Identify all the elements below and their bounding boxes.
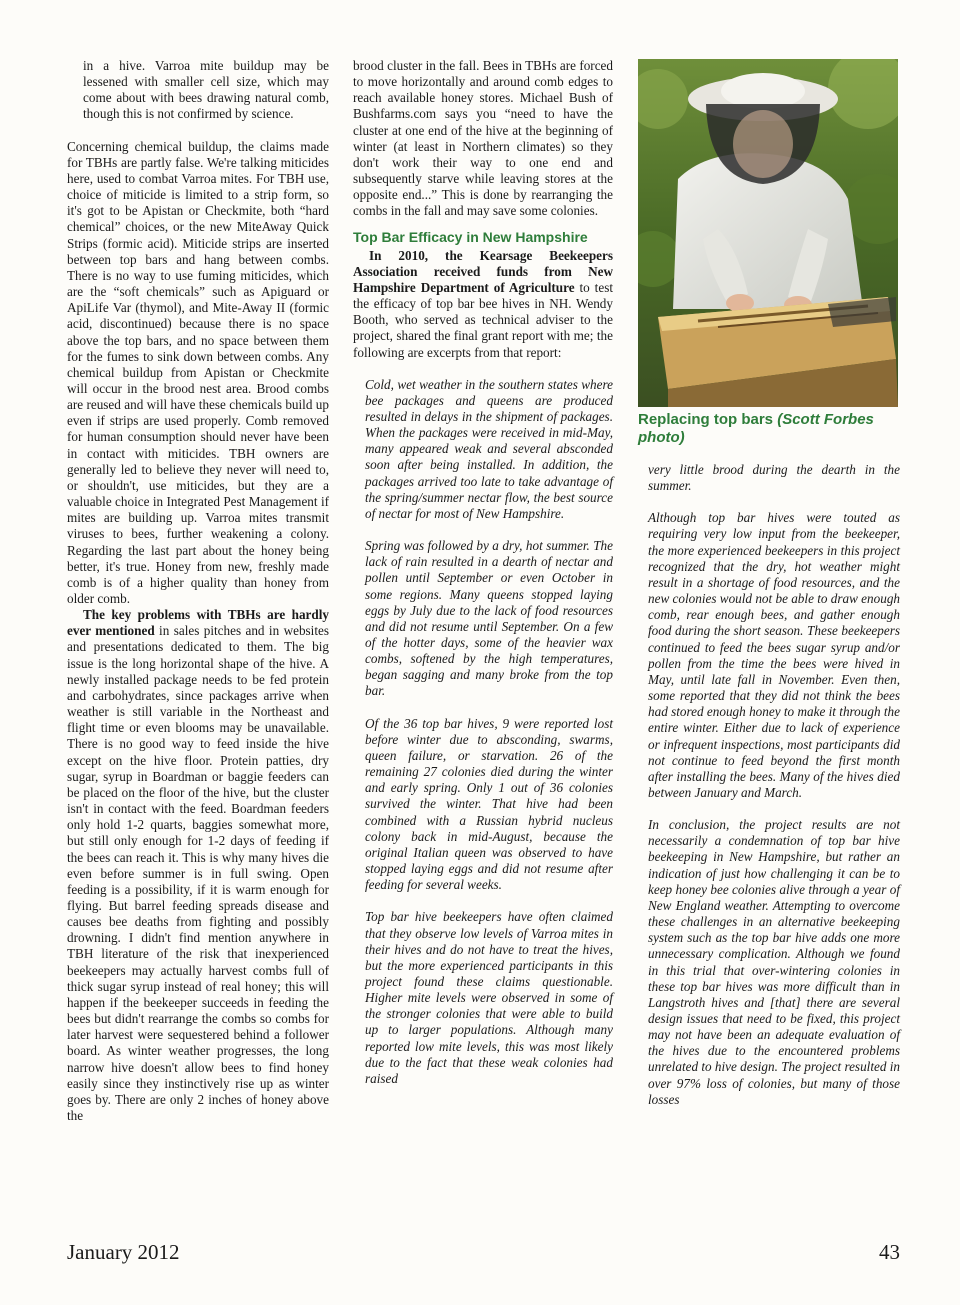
column-1 — [67, 58, 329, 1124]
paragraph: brood cluster in the fall. Bees in TBHs are forced to move horizontally and around comb edges to reach available honey stores. Michael Bush of Bushfarms.com says you “need to have the cluster at one end of the hive at the beginning of winter (at least in Northern climates) so they don't work their way to one end and subsequently starve while leaving stores at the opposite end...” This is done by rearranging the combs in the fall and may save some colonies. — [353, 58, 613, 219]
beekeeper-photo-illustration — [638, 59, 898, 407]
quote-paragraph: Of the 36 top bar hives, 9 were reported lost before winter due to absconding, swarms, queen failure, or starvation. 26 of the remaining 27 colonies died during the winter and early spring. Only 1 out of 36 colonies survived the winter. That hive had been combined with a Russian hybrid nucleus colony back in mid-August, because the original Italian queen was observed to have stopped laying eggs and did not resume after feeding for several weeks. — [365, 715, 613, 893]
photo-caption — [638, 411, 900, 447]
column-2 — [353, 58, 613, 1087]
paragraph-text: in sales pitches and in websites and presentations dedicated to them. The big issue is the long horizontal shape of the hive. A newly installed package needs to be fed protein and carbohydrates, since packages arrive when weather is still variable in the Northeast and flight time or even blooms may be unavailable. There is no good way to feed inside the hive except on the hive floor. Protein patties, dry sugar, syrup in Boardman or baggie feeders can be placed on the floor of the hive, but the cluster isn't in contact with the feed. Boardman feeders only hold 1-2 quarts, baggies somewhat more, but still only enough for 1-2 days of feeding if the bees can reach it. This is why many hives die even before summer is in full swing. Open feeding is a possibility, if it is warm enough for flying. But barrel feeding spreads disease and causes bee deaths from fighting and possibly drowning. I didn't find mention anywhere in TBH literature of the risk that inexperienced beekeepers may actually harvest combs full of thick sugar syrup instead of real honey; this will happen if the beekeeper succeeds in feeding the bees but didn't rearrange the combs so combs for later harvest were sequestered behind a follower board. As winter weather progresses, the long narrow hive doesn't allow bees to find honey easily since they instinctively rise up as winter goes by. There are only 2 inches of honey above the — [67, 623, 329, 1123]
paragraph — [353, 248, 613, 361]
issue-date: January 2012 — [67, 1240, 180, 1264]
quote-paragraph: Although top bar hives were touted as requiring very low input from the beekeeper, the more experienced beekeepers in this project recognized that the dry, hot weather might result in a shortage of food resources, and the new colonies would not be able to draw enough comb, rear enough bees, and gather enough food during the short season. These beekeepers continued to feed the bees sugar syrup and/or pollen from the time the bees were hived in May, until late fall in November. Even then, some reported that they did not think the bees had stored enough honey to make it through the entire winter. Either due to lack of experience or infrequent inspections, most participants did not continue to feed beyond the first month after installing the bees. Many of the hives died between January and March. — [648, 510, 901, 800]
paragraph: in a hive. Varroa mite buildup may be lessened with smaller cell size, which may come about with bees drawing natural comb, though this is not confirmed by science. — [83, 58, 329, 122]
quote-paragraph: Cold, wet weather in the southern states where bee packages and queens are produced resulted in delays in the shipment of packages. When the packages were received in mid-May, many appeared weak and several absconded soon after being installed. In addition, the packages arrived too late to take advantage of the spring/summer nectar flow, the best source of nectar for most of New Hampshire. — [365, 376, 613, 521]
paragraph-text: to test the efficacy of top bar bee hives in NH. Wendy Booth, who served as technical adviser to the project, shared the final grant report with me; the following are excerpts from that report: — [353, 279, 613, 360]
report-excerpt-continued — [638, 462, 900, 1108]
section-heading: Top Bar Efficacy in New Hampshire — [353, 228, 588, 245]
column-1-quote-tail — [67, 58, 329, 123]
quote-paragraph: In conclusion, the project results are not necessarily a condemnation of top bar hive beekeeping in New Hampshire, but rather an indication of just how challenging it can be to keep honey bee colonies alive through a year of New England weather. Attempting to overcome these challenges in an alternative beekeeping system such as the top bar hive adds one more unnecessary complication. Although we found in this trial that over-wintering colonies in these top bar hives was more difficult than in Langstroth hives and [that] there are several design issues that need to be fixed, this project may not have been an adequate evaluation of the hives due to the encountered problems unrelated to hive design. The project resulted in over 97% loss of colonies, but many of those losses — [648, 817, 900, 1107]
caption-text: Replacing top bars — [638, 411, 778, 428]
column-3 — [638, 462, 900, 1108]
report-excerpt — [353, 377, 613, 1087]
quote-paragraph: Spring was followed by a dry, hot summer. The lack of rain resulted in a dearth of nectar and pollen until September or even October in some regions. Many queens stopped laying eggs by July due to the lack of food resources and did not resume until September. On a few of the hotter days, some of the heavier wax combs, softened by the high temperatures, began sagging and many broke from the top bar. — [365, 538, 613, 699]
quote-paragraph: Top bar hive beekeepers have often claimed that they observe low levels of Varroa mites in their hives and do not have to treat the hives, but the more experienced participants in this project found these claims questionable. Higher mite levels were observed in some of the stronger colonies that were able to build up to larger populations. Although many reported low mite levels, this was most likely due to the fact that these weak colonies had raised — [365, 909, 613, 1086]
paragraph: Concerning chemical buildup, the claims made for TBHs are partly false. We're talking miticides here, used to combat Varroa mites. For TBH use, choice of miticide is limited to a strip form, so it's got to be Apistan or Checkmite, both “hard chemical” choices, or the new MiteAway Quick Strips (formic acid). Miticide strips are inserted between top bars and hang between combs. There is no way to use fuming miticides, which are the “soft chemicals” such as Apiguard or ApiLife Var (thymol), and Mite-Away II (formic acid, discontinued) because there is no space above the top bars, and no space between them for the fumes to sink down between combs. Any chemical buildup from Apistan or Checkmite will occur in the brood nest area. Brood combs are reused and will have these chemicals build up even if strips are used properly. Comb removed for human consumption should never have been in contact with miticides. TBH owners are generally led to believe they never will need to, or shouldn't, use miticides, but they are a valuable choice in Integrated Pest Management if mites are building up. Varroa mites transmit viruses to bees, further weakening a colony. Regarding the last part about the honey being better, it's true. Honey from new, freshly made comb is of a higher quality than honey from older comb. — [67, 138, 329, 606]
page-number: 43 — [879, 1240, 900, 1264]
photo-credit: (Scott Forbes photo) — [638, 411, 874, 446]
beekeeper-photo — [638, 59, 898, 407]
bold-lead: In 2010, the Kearsage Beekeepers Association received funds from New Hampshire Department of Agriculture — [353, 247, 613, 295]
bold-lead: The key problems with TBHs are hardly ever mentioned — [67, 607, 329, 639]
quote-paragraph: very little brood during the dearth in the summer. — [648, 462, 900, 494]
paragraph — [67, 607, 329, 1124]
